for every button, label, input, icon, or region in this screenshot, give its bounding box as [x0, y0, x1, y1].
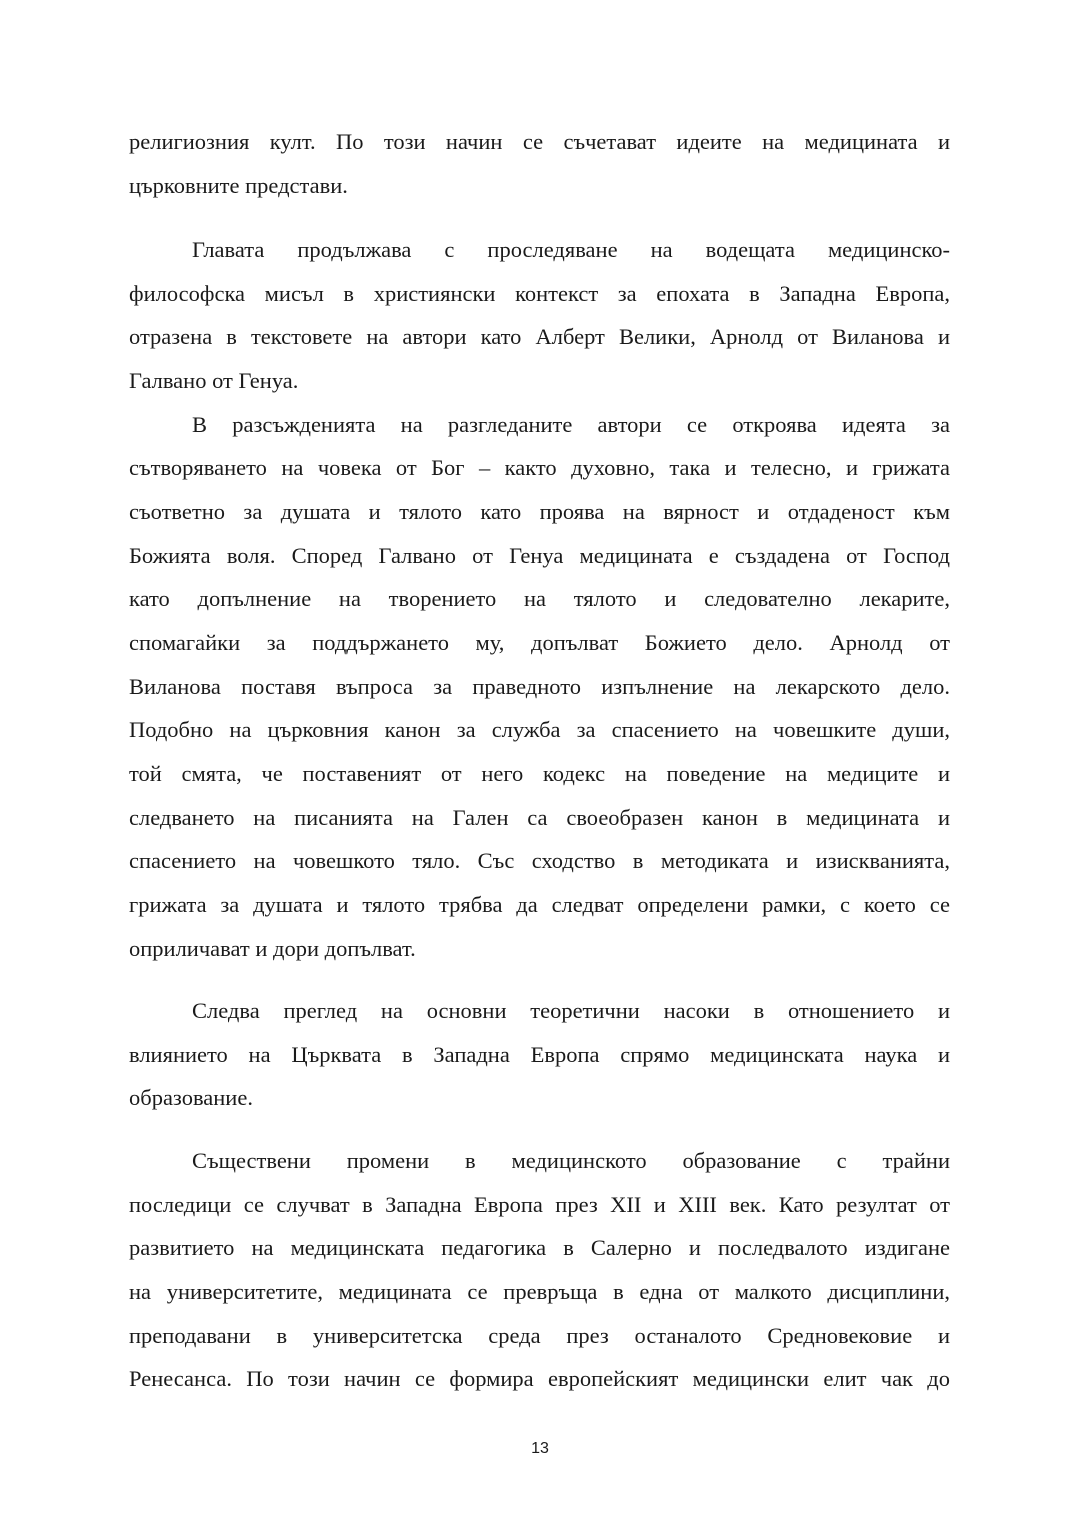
text-line: образование.: [129, 1085, 253, 1110]
text-line: философска мисъл в християнски контекст за епохата в Западна Европа,: [129, 281, 950, 306]
text-line: като допълнение на творението на тялото и следователно лекарите,: [129, 586, 950, 611]
text-line: оприличават и дори допълват.: [129, 936, 416, 961]
text-line: Божията воля. Според Галвано от Генуа медицината е създадена от Господ: [129, 543, 950, 568]
text-line: религиозния култ. По този начин се съчетават идеите на медицината и: [129, 129, 950, 154]
text-line: съответно за душата и тялото като проява на вярност и отдаденост към: [129, 499, 950, 524]
text-line: спомагайки за поддържането му, допълват Божието дело. Арнолд от: [129, 630, 950, 655]
text-line: църковните представи.: [129, 173, 348, 198]
page-number: 13: [531, 1440, 549, 1457]
text-line: отразена в текстовете на автори като Алберт Велики, Арнолд от Виланова и: [129, 324, 950, 349]
text-line: Главата продължава с проследяване на водещата медицинско-: [192, 237, 950, 262]
text-line: преподавани в университетска среда през останалото Средновековие и: [129, 1323, 950, 1348]
text-line: спасението на човешкото тяло. Със сходство в методиката и изискванията,: [129, 848, 950, 873]
text-line: той смята, че поставеният от него кодекс на поведение на медиците и: [129, 761, 950, 786]
text-line: следването на писанията на Гален са своеобразен канон в медицината и: [129, 805, 950, 830]
text-line: развитието на медицинската педагогика в Салерно и последвалото издигане: [129, 1235, 950, 1260]
text-line: влиянието на Църквата в Западна Европа спрямо медицинската наука и: [129, 1042, 950, 1067]
text-line: грижата за душата и тялото трябва да следват определени рамки, с което се: [129, 892, 950, 917]
text-line: В разсъжденията на разгледаните автори се откроява идеята за: [192, 412, 950, 437]
text-line: Ренесанса. По този начин се формира европейският медицински елит чак до: [129, 1366, 950, 1391]
text-line: Следва преглед на основни теоретични насоки в отношението и: [192, 998, 950, 1023]
text-line: на университетите, медицината се превръща в една от малкото дисциплини,: [129, 1279, 950, 1304]
text-line: Виланова поставя въпроса за праведното изпълнение на лекарското дело.: [129, 674, 950, 699]
text-line: Галвано от Генуа.: [129, 368, 299, 393]
text-line: сътворяването на човека от Бог – както духовно, така и телесно, и грижата: [129, 455, 950, 480]
text-line: Подобно на църковния канон за служба за спасението на човешките души,: [129, 717, 950, 742]
text-line: Съществени промени в медицинското образование с трайни: [192, 1148, 950, 1173]
text-line: последици се случват в Западна Европа през XII и XIII век. Като резултат от: [129, 1192, 950, 1217]
